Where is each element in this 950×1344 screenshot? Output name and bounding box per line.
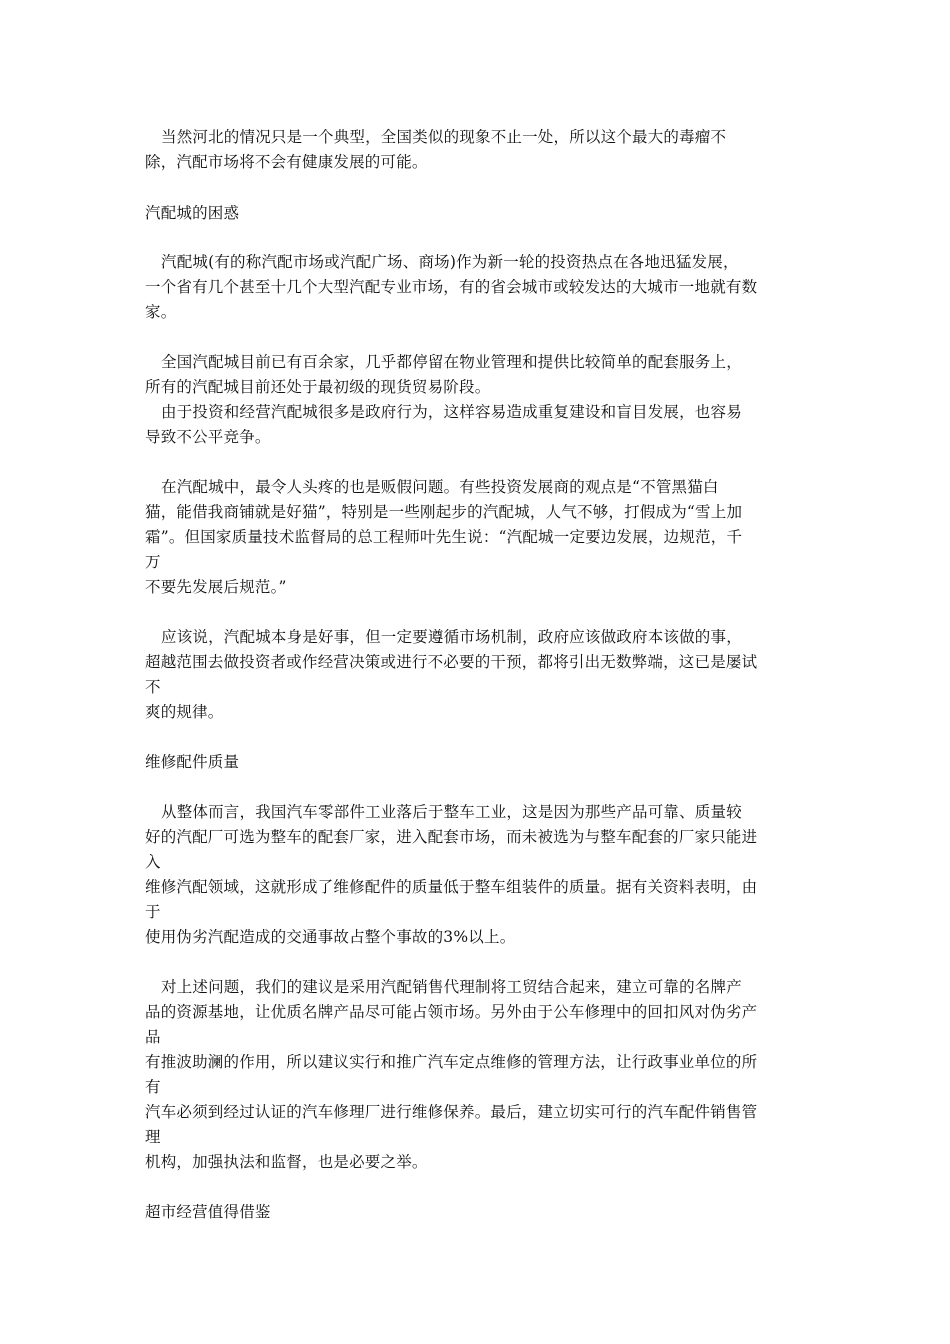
paragraph-line: 使用伪劣汽配造成的交通事故占整个事故的3%以上。 <box>145 928 516 946</box>
paragraph-line: 入 <box>145 853 161 871</box>
paragraph-line: 一个省有几个甚至十几个大型汽配专业市场，有的省会城市或较发达的大城市一地就有数 <box>145 278 758 296</box>
paragraph-line: 全国汽配城目前已有百余家，几乎都停留在物业管理和提供比较简单的配套服务上， <box>161 353 742 371</box>
paragraph-line: 品 <box>145 1028 161 1046</box>
paragraph-line: 于 <box>145 903 161 921</box>
paragraph-line: 由于投资和经营汽配城很多是政府行为，这样容易造成重复建设和盲目发展，也容易 <box>161 403 742 421</box>
paragraph-line: 对上述问题，我们的建议是采用汽配销售代理制将工贸结合起来，建立可靠的名牌产 <box>161 978 742 996</box>
paragraph-line: 有推波助澜的作用，所以建议实行和推广汽车定点维修的管理方法，让行政事业单位的所 <box>145 1053 758 1071</box>
paragraph-line: 霜”。但国家质量技术监督局的总工程师叶先生说：“汽配城一定要边发展，边规范，千 <box>145 528 743 546</box>
paragraph-line: 导致不公平竞争。 <box>145 428 271 446</box>
paragraph-line: 汽车必须到经过认证的汽车修理厂进行维修保养。最后，建立切实可行的汽车配件销售管 <box>145 1103 758 1121</box>
paragraph-line: 除，汽配市场将不会有健康发展的可能。 <box>145 153 428 171</box>
paragraph-line: 应该说，汽配城本身是好事，但一定要遵循市场机制，政府应该做政府本该做的事， <box>161 628 742 646</box>
paragraph-line: 好的汽配厂可选为整车的配套厂家，进入配套市场，而未被选为与整车配套的厂家只能进 <box>145 828 758 846</box>
paragraph-line: 有 <box>145 1078 161 1096</box>
section-heading: 超市经营值得借鉴 <box>145 1203 271 1221</box>
paragraph-line: 所有的汽配城目前还处于最初级的现货贸易阶段。 <box>145 378 491 396</box>
paragraph-line: 机构，加强执法和监督，也是必要之举。 <box>145 1153 428 1171</box>
paragraph-line: 理 <box>145 1128 161 1146</box>
paragraph-line: 爽的规律。 <box>145 703 224 721</box>
paragraph-line: 超越范围去做投资者或作经营决策或进行不必要的干预，都将引出无数弊端，这已是屡试 <box>145 653 758 671</box>
section-heading: 汽配城的困惑 <box>145 204 240 222</box>
section-heading: 维修配件质量 <box>145 753 240 771</box>
paragraph-line: 不要先发展后规范。” <box>145 578 287 596</box>
paragraph-line: 万 <box>145 553 161 571</box>
paragraph-line: 品的资源基地，让优质名牌产品尽可能占领市场。另外由于公车修理中的回扣风对伪劣产 <box>145 1003 758 1021</box>
paragraph-line: 在汽配城中，最令人头疼的也是贩假问题。有些投资发展商的观点是“不管黑猫白 <box>161 478 719 496</box>
paragraph-line: 不 <box>145 678 161 696</box>
paragraph-line: 猫，能借我商铺就是好猫”，特别是一些刚起步的汽配城，人气不够，打假成为“雪上加 <box>145 503 743 521</box>
paragraph-line: 从整体而言，我国汽车零部件工业落后于整车工业，这是因为那些产品可靠、质量较 <box>161 803 742 821</box>
paragraph-line: 汽配城(有的称汽配市场或汽配广场、商场)作为新一轮的投资热点在各地迅猛发展， <box>161 253 739 271</box>
paragraph-line: 维修汽配领域，这就形成了维修配件的质量低于整车组装件的质量。据有关资料表明，由 <box>145 878 758 896</box>
paragraph-line: 家。 <box>145 303 177 321</box>
paragraph-line: 当然河北的情况只是一个典型，全国类似的现象不止一处，所以这个最大的毒瘤不 <box>161 128 727 146</box>
